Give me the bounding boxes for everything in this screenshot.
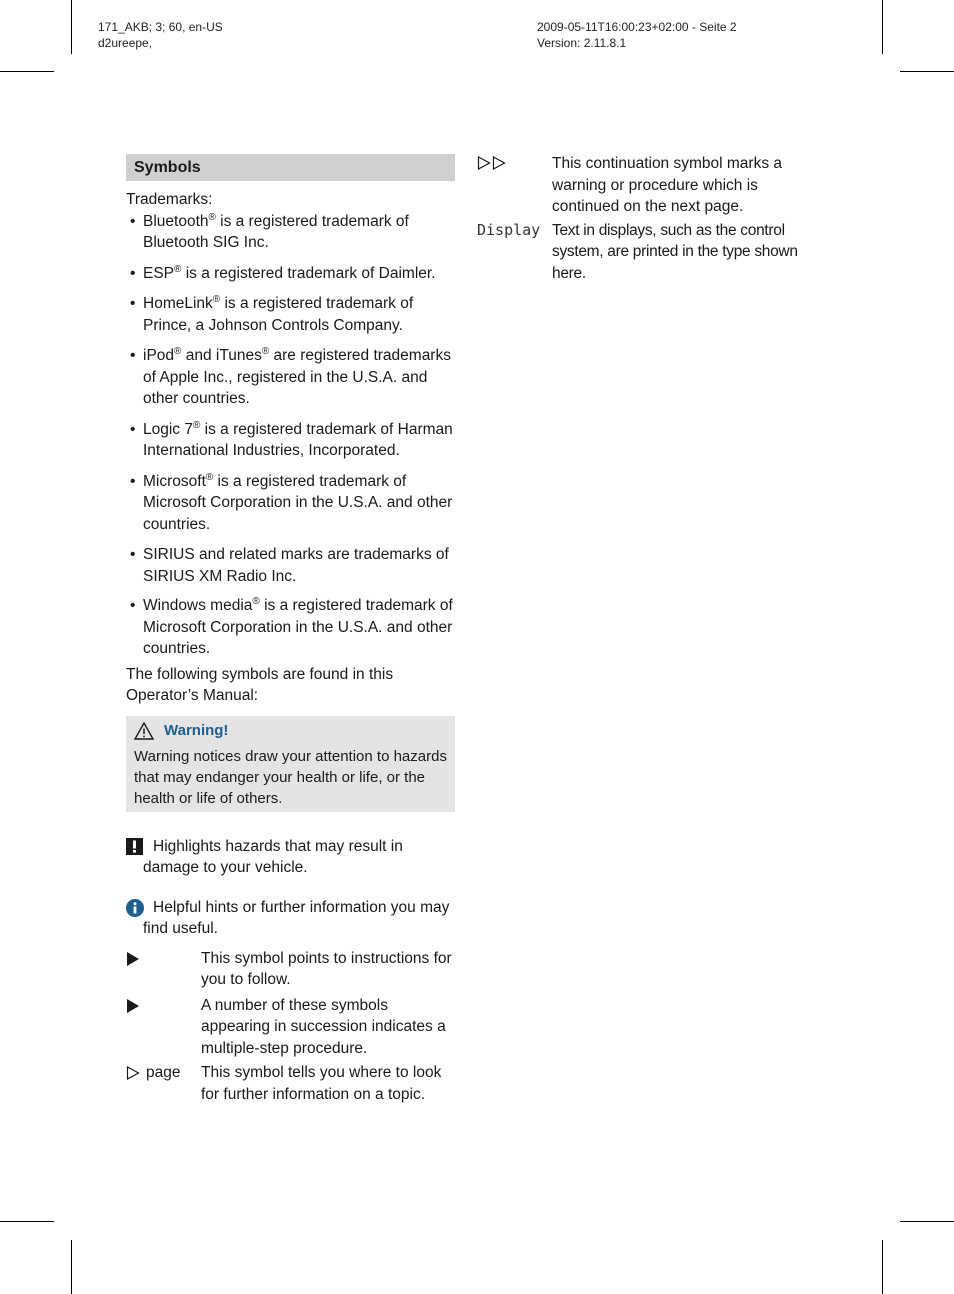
section-title: Symbols [126, 154, 455, 181]
list-item: • Windows media® is a registered trademark of Microsoft Corporation in the U.S.A. and other countries. [130, 595, 453, 657]
symbol-row [477, 153, 817, 218]
crop-mark [71, 0, 72, 54]
meta-line: 171_AKB; 3; 60, en-US [98, 20, 223, 34]
crop-mark [0, 71, 54, 72]
list-item: • HomeLink® is a registered trademark of Prince, a Johnson Controls Company. [130, 293, 414, 334]
warning-text: Warning notices draw your attention to hazards that may endanger your health or life, or the health or life of others. [134, 747, 447, 807]
arrow-right-filled-icon [126, 952, 140, 966]
hazard-text: Highlights hazards that may result in damage to your vehicle. [143, 837, 403, 876]
trademarks-label: Trademarks: [126, 191, 213, 208]
crop-mark [882, 0, 883, 54]
warning-box [126, 716, 455, 812]
symbol-description: A number of these symbols appearing in succession indicates a multiple-step procedure. [201, 996, 446, 1057]
symbol-description: This symbol points to instructions for you to follow. [201, 949, 452, 988]
list-item: • SIRIUS and related marks are trademarks of SIRIUS XM Radio Inc. [130, 546, 449, 585]
symbols-intro: The following symbols are found in this Operator’s Manual: [126, 665, 394, 704]
list-item: • ESP® is a registered trademark of Daimler. [130, 263, 436, 282]
symbol-description: This continuation symbol marks a warning or procedure which is continued on the next page. [552, 155, 783, 215]
display-label: Display [477, 220, 541, 239]
info-text: Helpful hints or further information you may find useful. [143, 898, 450, 937]
symbol-row [126, 1062, 455, 1105]
crop-mark [71, 1240, 72, 1294]
right-column [477, 153, 817, 286]
exclamation-icon [126, 838, 143, 855]
info-note [126, 897, 455, 940]
warning-header [134, 720, 447, 742]
symbol-description: This symbol tells you where to look for further information on a topic. [201, 1064, 442, 1103]
info-icon [126, 899, 144, 917]
warning-title: Warning! [164, 721, 229, 739]
crop-mark [900, 1221, 954, 1222]
crop-mark [900, 71, 954, 72]
meta-line: Version: 2.11.8.1 [537, 36, 627, 50]
symbol-row [477, 220, 817, 285]
arrow-right-outline-icon [126, 1066, 140, 1080]
print-meta-right [537, 19, 737, 51]
list-item: • Logic 7® is a registered trademark of Harman International Industries, Incorporated. [130, 419, 453, 459]
crop-mark [0, 1221, 54, 1222]
symbol-row [126, 995, 455, 1060]
list-item: • Bluetooth® is a registered trademark of Bluetooth SIG Inc. [130, 211, 409, 251]
symbol-description: Text in displays, such as the control system, are printed in the type shown here. [552, 221, 798, 282]
meta-line: d2ureepe, [98, 36, 153, 50]
crop-mark [882, 1240, 883, 1294]
trademark-list [126, 211, 455, 660]
double-arrow-outline-icon [477, 156, 507, 170]
print-meta-left [98, 19, 223, 51]
hazard-note [126, 836, 455, 879]
page-label: page [146, 1064, 181, 1081]
list-item: • Microsoft® is a registered trademark of Microsoft Corporation in the U.S.A. and other countries. [130, 471, 453, 533]
arrow-right-filled-icon [126, 999, 140, 1013]
symbol-row [126, 948, 455, 991]
list-item: • iPod® and iTunes® are registered trademarks of Apple Inc., registered in the U.S.A. and other countries. [130, 345, 451, 407]
meta-line: 2009-05-11T16:00:23+02:00 - Seite 2 [537, 20, 737, 34]
warning-triangle-icon [134, 722, 154, 740]
left-column [126, 154, 455, 1105]
